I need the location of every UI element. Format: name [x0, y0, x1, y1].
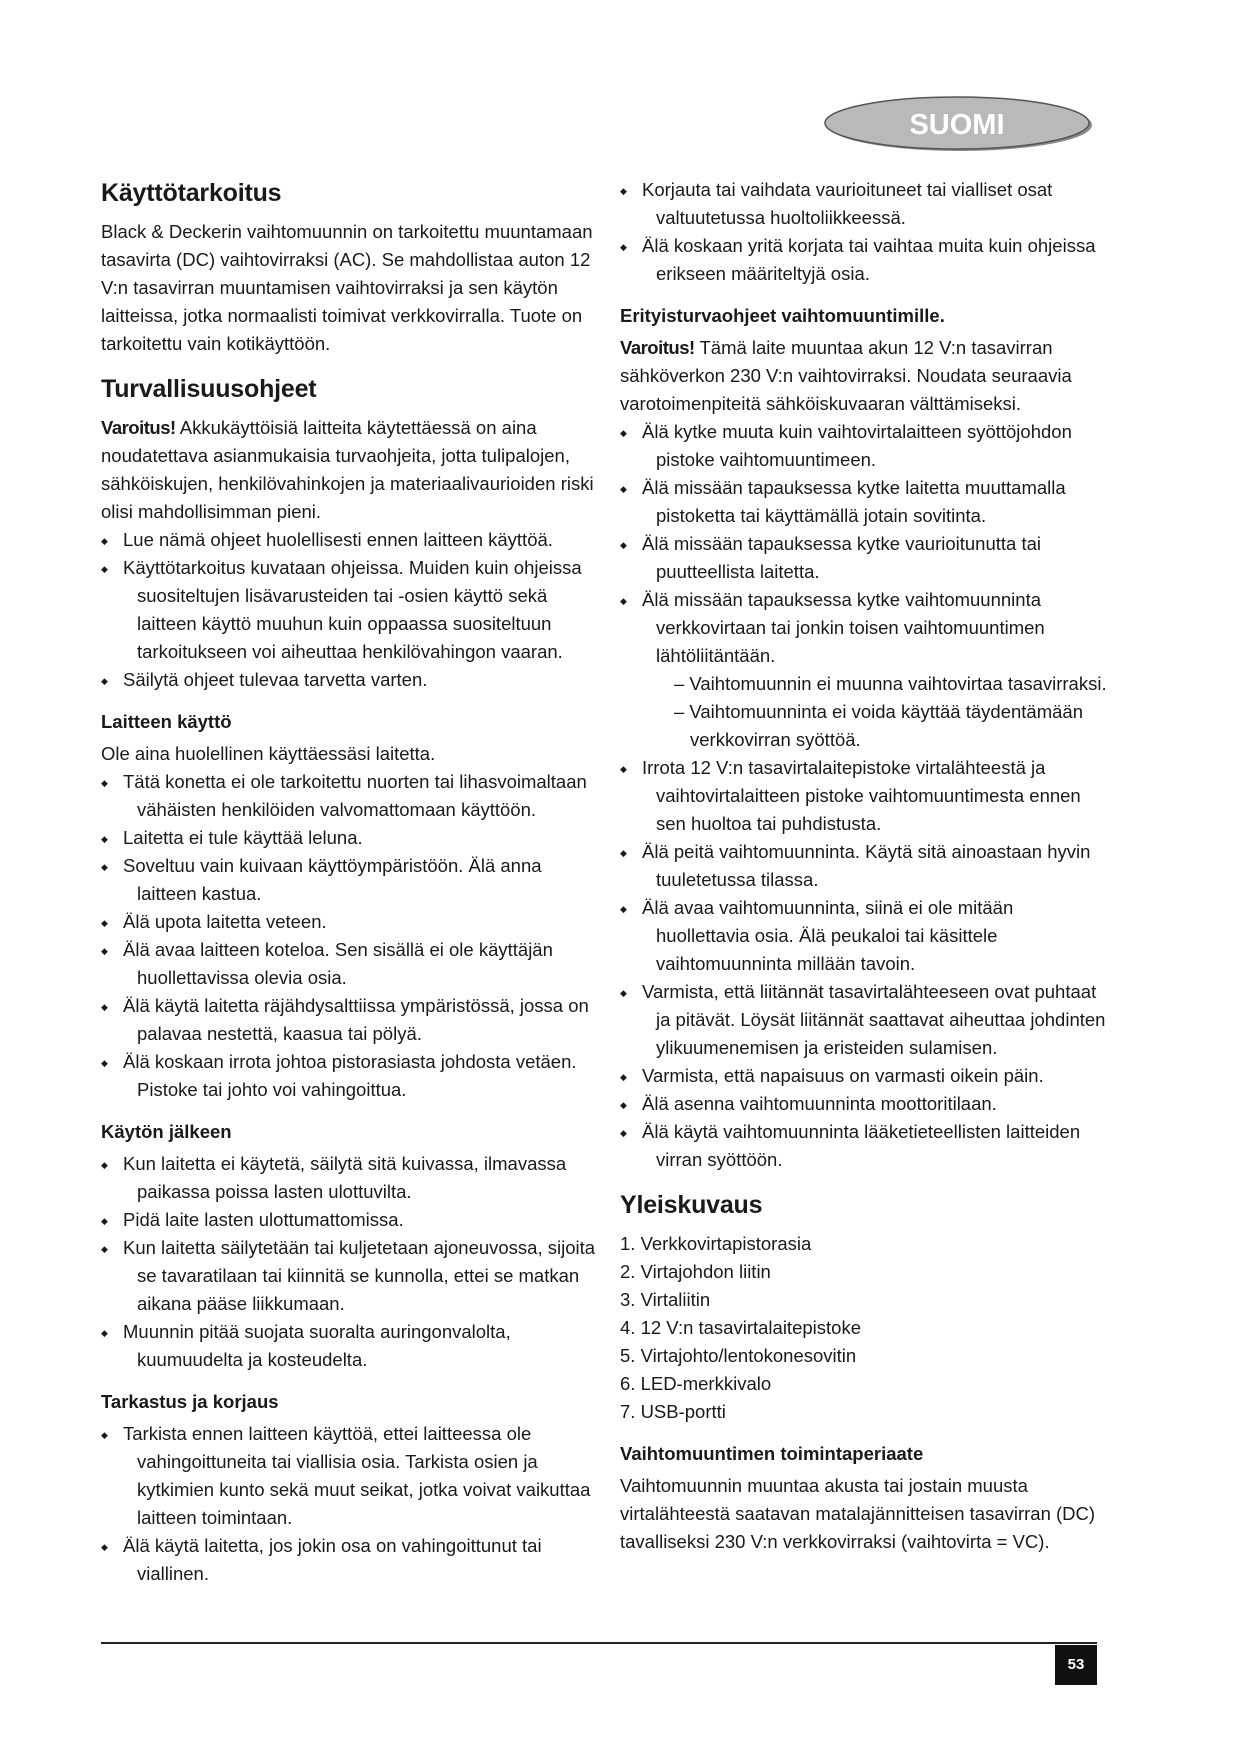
intended-use-title: Käyttötarkoitus [101, 179, 282, 207]
principle-text: Vaihtomuunnin muuntaa akusta tai jostain muusta virtalähteestä saatavan matalajännitteisen tasavirran (DC) tavalliseksi 230 V:n verkkovirraksi (vaihtovirta = VC). [620, 1475, 1096, 1552]
inverter-safety-title: Erityisturvaohjeet vaihtomuuntimille. [620, 305, 945, 326]
list-item [620, 586, 1110, 754]
list-item: ◆ Korjauta tai vaihdata vaurioituneet tai vialliset osat valtuutetussa huoltoliikkeessä. [620, 176, 1110, 232]
inspection-section [101, 1388, 596, 1588]
list-item: ◆ Kun laitetta säilytetään tai kuljetetaan ajoneuvossa, sijoita se tavaratilaan tai kiinnitä se kunnolla, ettei se matkan aikana pääse liikkumaan. [101, 1234, 596, 1318]
language-label: SUOMI [909, 109, 1005, 141]
safety-warning [101, 414, 596, 526]
list-item: ◆ Varmista, että liitännät tasavirtalähteeseen ovat puhtaat ja pitävät. Löysät liitännät saattavat aiheuttaa johdinten ylikuumenemisen ja eristeiden sulamisen. [620, 978, 1110, 1062]
inspection-title: Tarkastus ja korjaus [101, 1391, 279, 1412]
left-column [101, 176, 596, 1602]
list-item: ◆ Älä asenna vaihtomuunninta moottoritilaan. [620, 1090, 1110, 1118]
after-use-section [101, 1118, 596, 1374]
list-item: 5. Virtajohto/lentokonesovitin [620, 1345, 857, 1366]
list-item: 6. LED-merkkivalo [620, 1373, 772, 1394]
safety-list [101, 526, 596, 694]
device-use-title: Laitteen käyttö [101, 711, 232, 732]
after-use-list [101, 1150, 596, 1374]
list-item: ◆ Tätä konetta ei ole tarkoitettu nuorten tai lihasvoimaltaan vähäisten henkilöiden valvomattomaan käyttöön. [101, 768, 596, 824]
overview-list [620, 1230, 1110, 1426]
list-item: ◆ Älä kytke muuta kuin vaihtovirtalaitteen syöttöjohdon pistoke vaihtomuuntimeen. [620, 418, 1110, 474]
page-number: 53 [1055, 1645, 1097, 1685]
list-item-text: Älä missään tapauksessa kytke vaihtomuunninta verkkovirtaan tai jonkin toisen vaihtomuuntimen lähtöliitäntään. [642, 589, 1045, 666]
sub-list-item: – Vaihtomuunninta ei voida käyttää täydentämään verkkovirran syöttöä. [674, 701, 1083, 750]
list-item: 1. Verkkovirtapistorasia [620, 1233, 812, 1254]
inverter-safety-section [620, 302, 1110, 1174]
list-item: ◆ Kun laitetta ei käytetä, säilytä sitä kuivassa, ilmavassa paikassa poissa lasten ulottuvilta. [101, 1150, 596, 1206]
safety-section [101, 372, 596, 694]
list-item: ◆ Älä avaa laitteen koteloa. Sen sisällä ei ole käyttäjän huollettavissa olevia osia. [101, 936, 596, 992]
warning-label: Varoitus! [101, 417, 176, 438]
inspection-list-continued [620, 176, 1110, 288]
intended-use-section [101, 176, 596, 358]
warning-label: Varoitus! [620, 337, 695, 358]
list-item: ◆ Älä käytä vaihtomuunninta lääketieteellisten laitteiden virran syöttöön. [620, 1118, 1110, 1174]
list-item: ◆ Älä peitä vaihtomuunninta. Käytä sitä ainoastaan hyvin tuuletetussa tilassa. [620, 838, 1110, 894]
overview-section [620, 1188, 1110, 1426]
list-item: ◆ Älä missään tapauksessa kytke vaurioitunutta tai puutteellista laitetta. [620, 530, 1110, 586]
device-use-section [101, 708, 596, 1104]
list-item: ◆ Älä koskaan yritä korjata tai vaihtaa muita kuin ohjeissa erikseen määriteltyjä osia. [620, 232, 1110, 288]
inspection-list [101, 1420, 596, 1588]
right-column [620, 176, 1110, 1570]
device-use-list [101, 768, 596, 1104]
sub-list-item: – Vaihtomuunnin ei muunna vaihtovirtaa tasavirraksi. [674, 673, 1107, 694]
language-badge-ellipse [820, 94, 1096, 154]
list-item: ◆ Varmista, että napaisuus on varmasti oikein päin. [620, 1062, 1110, 1090]
list-item: ◆ Käyttötarkoitus kuvataan ohjeissa. Muiden kuin ohjeissa suositeltujen lisävarusteiden tai -osien käyttö sekä laitteen käyttö muuhun kuin oppaassa suositeltuun tarkoitukseen voi aiheuttaa henkilövahingon vaaran. [101, 554, 596, 666]
principle-section [620, 1440, 1110, 1556]
device-use-intro: Ole aina huolellinen käyttäessäsi laitetta. [101, 743, 436, 764]
list-item: ◆ Älä koskaan irrota johtoa pistorasiasta johdosta vetäen. Pistoke tai johto voi vahingoittua. [101, 1048, 596, 1104]
list-item: ◆ Älä avaa vaihtomuunninta, siinä ei ole mitään huollettavia osia. Älä peukaloi tai käsittele vaihtomuunninta millään tavoin. [620, 894, 1110, 978]
list-item: ◆ Lue nämä ohjeet huolellisesti ennen laitteen käyttöä. [101, 526, 596, 554]
list-item: 2. Virtajohdon liitin [620, 1261, 771, 1282]
warning-text: Tämä laite muuntaa akun 12 V:n tasavirran sähköverkon 230 V:n vaihtovirraksi. Noudata seuraavia varotoimenpiteitä sähköiskuvaaran välttämiseksi. [620, 337, 1072, 414]
after-use-title: Käytön jälkeen [101, 1121, 232, 1142]
list-item: ◆ Muunnin pitää suojata suoralta auringonvalolta, kuumuudelta ja kosteudelta. [101, 1318, 596, 1374]
language-badge [820, 94, 1096, 154]
list-item: ◆ Pidä laite lasten ulottumattomissa. [101, 1206, 596, 1234]
footer-divider [101, 1642, 1097, 1644]
list-item: ◆ Laitetta ei tule käyttää leluna. [101, 824, 596, 852]
inverter-sub-list [656, 670, 1110, 754]
inspection-continued [620, 176, 1110, 288]
overview-title: Yleiskuvaus [620, 1191, 763, 1219]
list-item: 3. Virtaliitin [620, 1289, 711, 1310]
list-item: ◆ Soveltuu vain kuivaan käyttöympäristöön. Älä anna laitteen kastua. [101, 852, 596, 908]
list-item: ◆ Älä käytä laitetta räjähdysalttiissa ympäristössä, jossa on palavaa nestettä, kaasua tai pölyä. [101, 992, 596, 1048]
principle-title: Vaihtomuuntimen toimintaperiaate [620, 1443, 924, 1464]
list-item: ◆ Älä käytä laitetta, jos jokin osa on vahingoittunut tai viallinen. [101, 1532, 596, 1588]
list-item: 4. 12 V:n tasavirtalaitepistoke [620, 1317, 861, 1338]
intended-use-text: Black & Deckerin vaihtomuunnin on tarkoitettu muuntamaan tasavirta (DC) vaihtovirraksi (AC). Se mahdollistaa auton 12 V:n tasavirran muuntamisen vaihtovirraksi ja sen käytön laitteissa, jotka normaalisti toimivat verkkovirralla. Tuote on tarkoitettu vain kotikäyttöön. [101, 221, 593, 354]
list-item: 7. USB-portti [620, 1401, 726, 1422]
list-item: ◆ Älä missään tapauksessa kytke laitetta muuttamalla pistoketta tai käyttämällä jotain sovitinta. [620, 474, 1110, 530]
safety-title: Turvallisuusohjeet [101, 375, 317, 403]
warning-text: Akkukäyttöisiä laitteita käytettäessä on aina noudatettava asianmukaisia turvaohjeita, jotta tulipalojen, sähköiskujen, henkilövahinkojen ja materiaalivaurioiden riski olisi mahdollisimman pieni. [101, 417, 594, 522]
list-item: ◆ Älä upota laitetta veteen. [101, 908, 596, 936]
inverter-safety-list [620, 418, 1110, 1174]
inverter-warning [620, 334, 1110, 418]
list-item: ◆ Tarkista ennen laitteen käyttöä, ettei laitteessa ole vahingoittuneita tai viallisia osia. Tarkista osien ja kytkimien kunto sekä muut seikat, jotka voivat vaikuttaa laitteen toimintaan. [101, 1420, 596, 1532]
list-item: ◆ Irrota 12 V:n tasavirtalaitepistoke virtalähteestä ja vaihtovirtalaitteen pistoke vaihtomuuntimesta ennen sen huoltoa tai puhdistusta. [620, 754, 1110, 838]
list-item: ◆ Säilytä ohjeet tulevaa tarvetta varten. [101, 666, 596, 694]
